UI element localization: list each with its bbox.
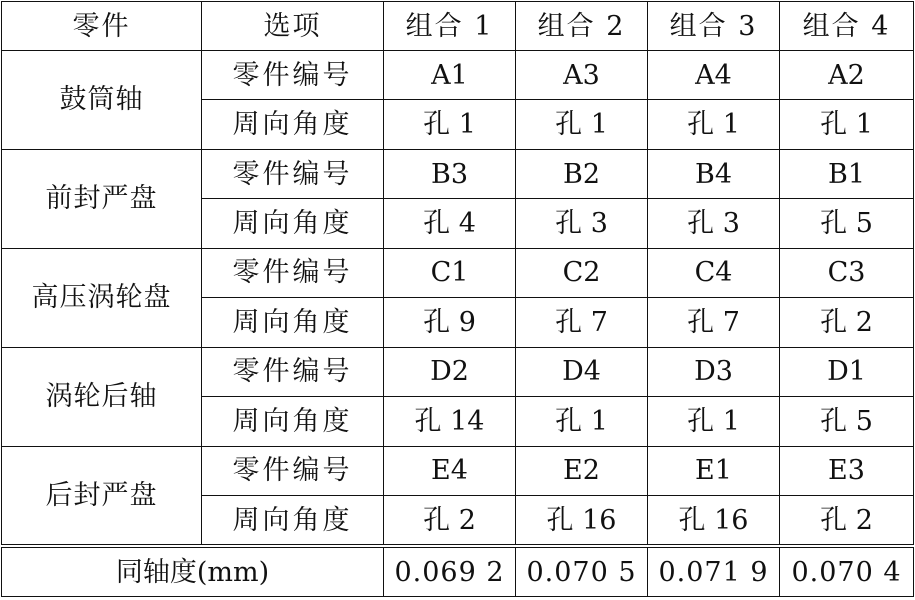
group-name: 鼓筒轴 xyxy=(2,51,202,150)
header-part: 零件 xyxy=(2,2,202,51)
value-cell: A1 xyxy=(384,51,516,100)
value-cell: A2 xyxy=(780,51,914,100)
value-cell: 孔 1 xyxy=(516,100,648,149)
group-name: 前封严盘 xyxy=(2,149,202,248)
value-cell: 孔 5 xyxy=(780,199,914,248)
value-cell: D2 xyxy=(384,347,516,396)
option-cell: 周向角度 xyxy=(202,397,384,446)
value-cell: 孔 1 xyxy=(384,100,516,149)
coaxiality-table xyxy=(1,1,914,597)
value-cell: 孔 5 xyxy=(780,397,914,446)
value-cell: B3 xyxy=(384,149,516,198)
value-cell: 孔 2 xyxy=(780,495,914,546)
group-name: 涡轮后轴 xyxy=(2,347,202,446)
coaxiality-row xyxy=(2,546,914,596)
value-cell: 孔 16 xyxy=(516,495,648,546)
table-row xyxy=(2,51,914,100)
option-cell: 周向角度 xyxy=(202,199,384,248)
value-cell: 孔 3 xyxy=(516,199,648,248)
coaxiality-value: 0.070 4 xyxy=(780,546,914,596)
header-combo-1: 组合 1 xyxy=(384,2,516,51)
option-cell: 零件编号 xyxy=(202,149,384,198)
value-cell: 孔 1 xyxy=(648,397,780,446)
coaxiality-value: 0.071 9 xyxy=(648,546,780,596)
value-cell: D1 xyxy=(780,347,914,396)
value-cell: 孔 1 xyxy=(780,100,914,149)
value-cell: C4 xyxy=(648,248,780,297)
value-cell: 孔 9 xyxy=(384,298,516,347)
value-cell: B1 xyxy=(780,149,914,198)
value-cell: B4 xyxy=(648,149,780,198)
value-cell: 孔 1 xyxy=(648,100,780,149)
value-cell: D4 xyxy=(516,347,648,396)
table-row xyxy=(2,446,914,495)
option-cell: 零件编号 xyxy=(202,248,384,297)
value-cell: E1 xyxy=(648,446,780,495)
value-cell: C3 xyxy=(780,248,914,297)
value-cell: A4 xyxy=(648,51,780,100)
value-cell: C1 xyxy=(384,248,516,297)
value-cell: E4 xyxy=(384,446,516,495)
coaxiality-value: 0.070 5 xyxy=(516,546,648,596)
value-cell: A3 xyxy=(516,51,648,100)
table-row xyxy=(2,347,914,396)
value-cell: 孔 7 xyxy=(516,298,648,347)
table-row xyxy=(2,248,914,297)
header-option: 选项 xyxy=(202,2,384,51)
header-combo-3: 组合 3 xyxy=(648,2,780,51)
value-cell: 孔 7 xyxy=(648,298,780,347)
option-cell: 周向角度 xyxy=(202,495,384,546)
value-cell: 孔 1 xyxy=(516,397,648,446)
option-cell: 周向角度 xyxy=(202,298,384,347)
value-cell: 孔 3 xyxy=(648,199,780,248)
value-cell: 孔 2 xyxy=(384,495,516,546)
header-combo-2: 组合 2 xyxy=(516,2,648,51)
value-cell: 孔 2 xyxy=(780,298,914,347)
value-cell: E3 xyxy=(780,446,914,495)
value-cell: B2 xyxy=(516,149,648,198)
group-name: 后封严盘 xyxy=(2,446,202,546)
option-cell: 零件编号 xyxy=(202,446,384,495)
option-cell: 周向角度 xyxy=(202,100,384,149)
value-cell: 孔 4 xyxy=(384,199,516,248)
header-row xyxy=(2,2,914,51)
value-cell: 孔 16 xyxy=(648,495,780,546)
header-combo-4: 组合 4 xyxy=(780,2,914,51)
value-cell: E2 xyxy=(516,446,648,495)
coaxiality-label: 同轴度(mm) xyxy=(2,546,384,596)
table-row xyxy=(2,149,914,198)
coaxiality-value: 0.069 2 xyxy=(384,546,516,596)
option-cell: 零件编号 xyxy=(202,347,384,396)
value-cell: 孔 14 xyxy=(384,397,516,446)
value-cell: C2 xyxy=(516,248,648,297)
group-name: 高压涡轮盘 xyxy=(2,248,202,347)
value-cell: D3 xyxy=(648,347,780,396)
option-cell: 零件编号 xyxy=(202,51,384,100)
